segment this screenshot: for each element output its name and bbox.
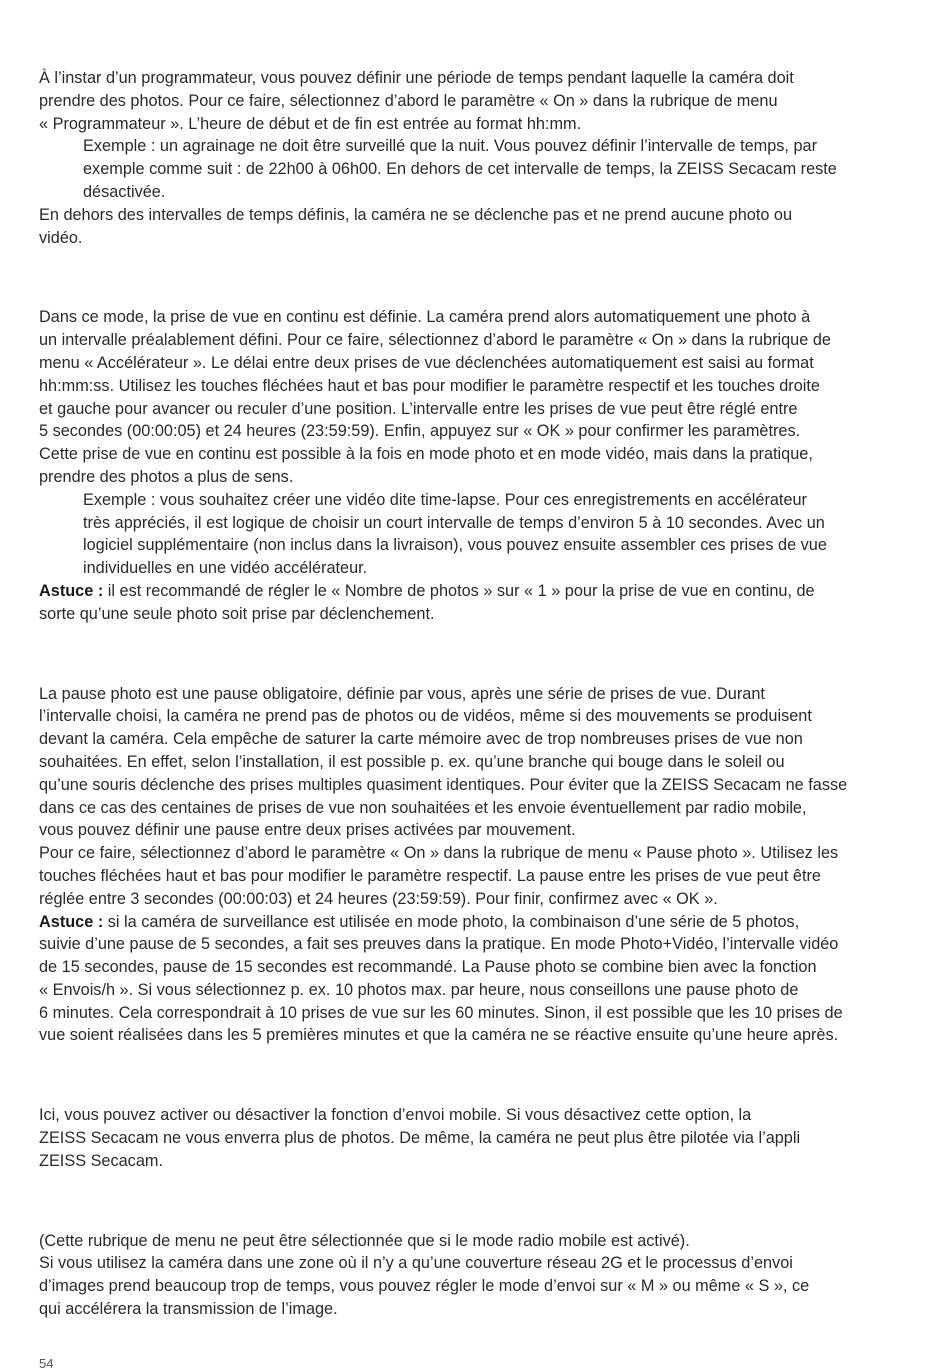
section-gap: [39, 249, 901, 306]
section-gap: [39, 626, 901, 683]
pause-paragraph-2: Pour ce faire, sélectionnez d’abord le paramètre « On » dans la rubrique de menu « Pause photo ». Utilisez les touches fléchées haut et bas pour modifier le paramètre respectif. La pause entre les prises de vue peut être réglée entre 3 secondes (00:00:03) et 24 heures (23:59:59). Pour finir, confirmez avec « OK ».: [39, 844, 839, 908]
tip-label: Astuce :: [39, 912, 104, 931]
section-mobile-sending: [39, 1104, 901, 1172]
section-photo-pause: [39, 683, 901, 1048]
mobile-paragraph-1: Ici, vous pouvez activer ou désactiver la fonction d’envoi mobile. Si vous désactivez cette option, la ZEISS Secacam ne vous enverra plus de photos. De même, la caméra ne peut plus être pilotée via l’appli ZEISS Secacam.: [39, 1106, 801, 1170]
pause-tip: [39, 911, 901, 1048]
timer-paragraph-1: À l’instar d’un programmateur, vous pouvez définir une période de temps pendant laquelle la caméra doit prendre des photos. Pour ce faire, sélectionnez d’abord le paramètre « On » dans la rubrique de menu « Programmateur ». L’heure de début et de fin est entrée au format hh:mm.: [39, 69, 794, 133]
pause-paragraph-1: La pause photo est une pause obligatoire, définie par vous, après une série de prises de vue. Durant l’intervalle choisi, la caméra ne prend pas de photos ou de vidéos, même si des mouvements se produisent devant la caméra. Cela empêche de saturer la carte mémoire avec de trop nombreuses prises de vue non souhaitées. En effet, selon l’installation, il est possible p. ex. qu’une branche qui bouge dans le soleil ou qu’une souris déclenche des prises multiples quasiment identiques. Pour éviter que la ZEISS Secacam ne fasse dans ce cas des centaines de prises de vue non souhaitées et les envoie éventuellement par radio mobile, vous pouvez définir une pause entre deux prises activées par mouvement.: [39, 684, 848, 840]
section-gap: [39, 1047, 901, 1104]
section-gap: [39, 1173, 901, 1230]
section-timelapse: [39, 306, 901, 625]
section-timer: [39, 67, 901, 249]
tip-label: Astuce :: [39, 581, 104, 600]
timer-example: Exemple : un agrainage ne doit être surveillé que la nuit. Vous pouvez définir l’intervalle de temps, par exemple comme suit : de 22h00 à 06h00. En dehors de cet intervalle de temps, la ZEISS Secacam reste désactivée.: [83, 137, 837, 201]
timelapse-paragraph-1: Dans ce mode, la prise de vue en continu est définie. La caméra prend alors automatiquement une photo à un intervalle préalablement défini. Pour ce faire, sélectionnez d’abord le paramètre « On » dans la rubrique de menu « Accélérateur ». Le délai entre deux prises de vue déclenchées automatiquement est saisi au format hh:mm:ss. Utilisez les touches fléchées haut et bas pour modifier le paramètre respectif et les touches droite et gauche pour avancer ou reculer d’une position. L’intervalle entre les prises de vue peut être réglé entre 5 secondes (00:00:05) et 24 heures (23:59:59). Enfin, appuyez sur « OK » pour confirmer les paramètres. Cette prise de vue en continu est possible à la fois en mode photo et en mode vidéo, mais dans la pratique, prendre des photos a plus de sens.: [39, 308, 831, 486]
timelapse-tip: [39, 580, 901, 626]
section-send-mode: [39, 1230, 901, 1321]
timer-paragraph-2: En dehors des intervalles de temps définis, la caméra ne se déclenche pas et ne prend aucune photo ou vidéo.: [39, 205, 793, 247]
timelapse-example: Exemple : vous souhaitez créer une vidéo dite time-lapse. Pour ces enregistrements en accélérateur très appréciés, il est logique de choisir un court intervalle de temps d’environ 5 à 10 secondes. Avec un logiciel supplémentaire (non inclus dans la livraison), vous pouvez ensuite assembler ces prises de vue individuelles en une vidéo accélérateur.: [83, 490, 827, 578]
page-number: 54: [39, 1356, 54, 1371]
tip-text: si la caméra de surveillance est utilisée en mode photo, la combinaison d’une série de 5 photos, suivie d’une pause de 5 secondes, a fait ses preuves dans la pratique. En mode Photo+Vidéo, l’intervalle vidéo de 15 secondes, pause de 15 secondes est recommandé. La Pause photo se combine bien avec la fonction « Envois/h ». Si vous sélectionnez p. ex. 10 photos max. par heure, nous conseillons une pause photo de 6 minutes. Cela correspondrait à 10 prises de vue sur les 60 minutes. Sinon, il est possible que les 10 prises de vue soient réalisées dans les 5 premières minutes et que la caméra ne se réactive ensuite qu’une heure après.: [39, 912, 843, 1045]
sendmode-paragraph-1: (Cette rubrique de menu ne peut être sélectionnée que si le mode radio mobile est activé).: [39, 1231, 690, 1250]
sendmode-paragraph-2: Si vous utilisez la caméra dans une zone où il n’y a qu’une couverture réseau 2G et le processus d’envoi d’images prend beaucoup trop de temps, vous pouvez régler le mode d’envoi sur « M » ou même « S », ce qui accélérera la transmission de l’image.: [39, 1254, 810, 1319]
document-body: [39, 67, 901, 1321]
tip-text: il est recommandé de régler le « Nombre de photos » sur « 1 » pour la prise de vue en continu, de sorte qu’une seule photo soit prise par déclenchement.: [39, 581, 815, 623]
